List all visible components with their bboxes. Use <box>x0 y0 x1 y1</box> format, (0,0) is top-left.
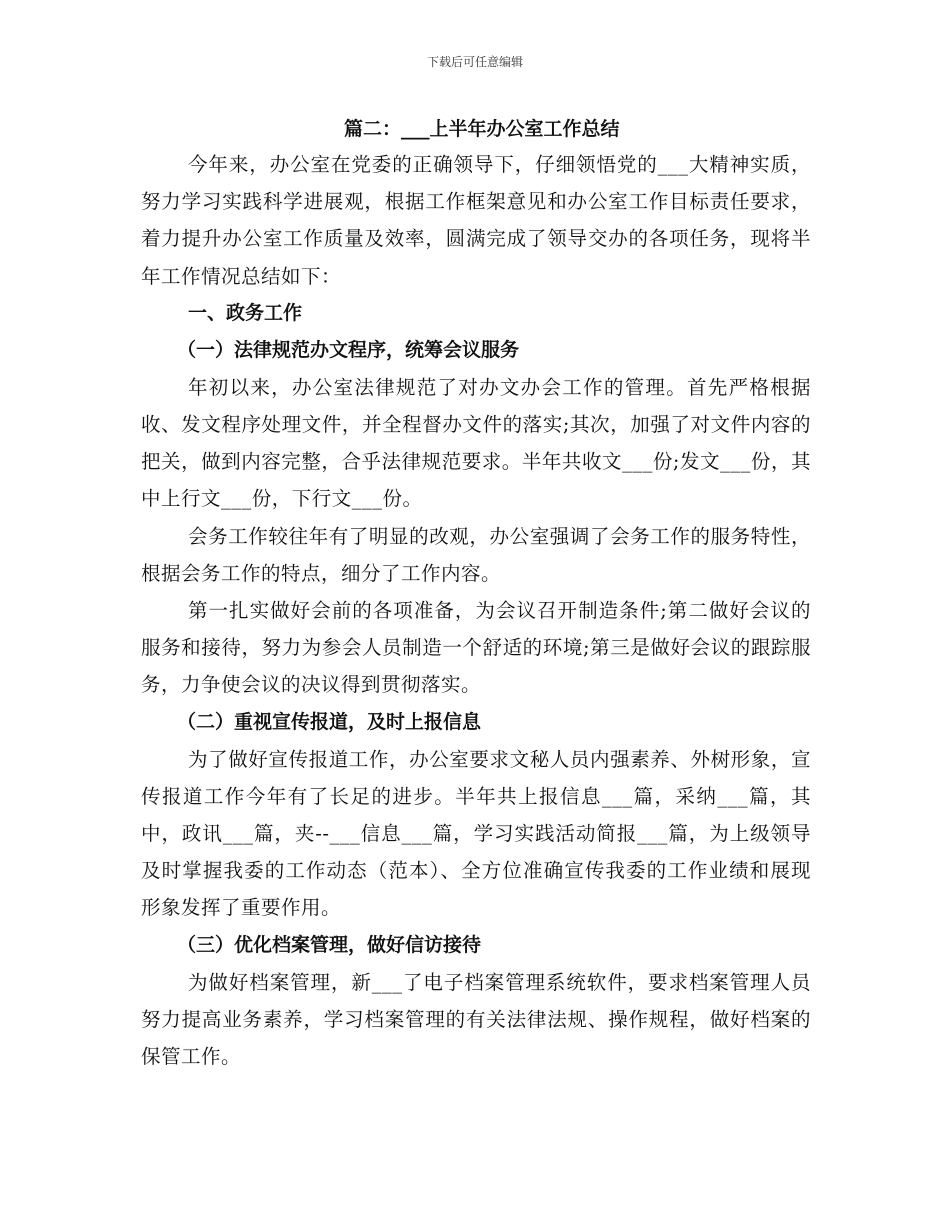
paragraph: 年初以来，办公室法律规范了对办文办会工作的管理。首先严格根据收、发文程序处理文件，并全程督办文件的落实;其次，加强了对文件内容的把关，做到内容完整，合乎法律规范要求。半年共收文___份;发文___份，其中上行文___份，下行文___份。 <box>141 375 811 511</box>
document-title: 篇二：___上半年办公室工作总结 <box>344 118 620 140</box>
document-body <box>141 112 811 1075</box>
subsection-heading-1: （一）法律规范办文程序，统筹会议服务 <box>177 338 520 361</box>
subsection-heading-3: （三）优化档案管理，做好信访接待 <box>177 933 482 956</box>
subsection-heading-2: （二）重视宣传报道，及时上报信息 <box>177 710 482 733</box>
intro-paragraph: 今年来，办公室在党委的正确领导下，仔细领悟党的___大精神实质，努力学习实践科学进展观，根据工作框架意见和办公室工作目标责任要求，着力提升办公室工作质量及效率，圆满完成了领导交办的各项任务，现将半年工作情况总结如下： <box>141 153 811 288</box>
paragraph: 会务工作较往年有了明显的改观，办公室强调了会务工作的服务特性，根据会务工作的特点，细分了工作内容。 <box>141 524 811 585</box>
paragraph: 为了做好宣传报道工作，办公室要求文秘人员内强素养、外树形象，宣传报道工作今年有了长足的进步。半年共上报信息___篇，采纳___篇，其中，政讯___篇，夹--___信息___篇，学习实践活动简报___篇，为上级领导及时掌握我委的工作动态（范本）、全方位准确宣传我委的工作业绩和展现形象发挥了重要作用。 <box>141 747 811 920</box>
section-heading-government-affairs: 一、政务工作 <box>188 301 303 324</box>
paragraph: 第一扎实做好会前的各项准备，为会议召开制造条件;第二做好会议的服务和接待，努力为参会人员制造一个舒适的环境;第三是做好会议的跟踪服务，力争使会议的决议得到贯彻落实。 <box>141 599 811 697</box>
paragraph: 为做好档案管理，新___了电子档案管理系统软件，要求档案管理人员努力提高业务素养，学习档案管理的有关法律法规、操作规程，做好档案的保管工作。 <box>141 970 811 1069</box>
header-note: 下载后可任意编辑 <box>426 55 523 69</box>
